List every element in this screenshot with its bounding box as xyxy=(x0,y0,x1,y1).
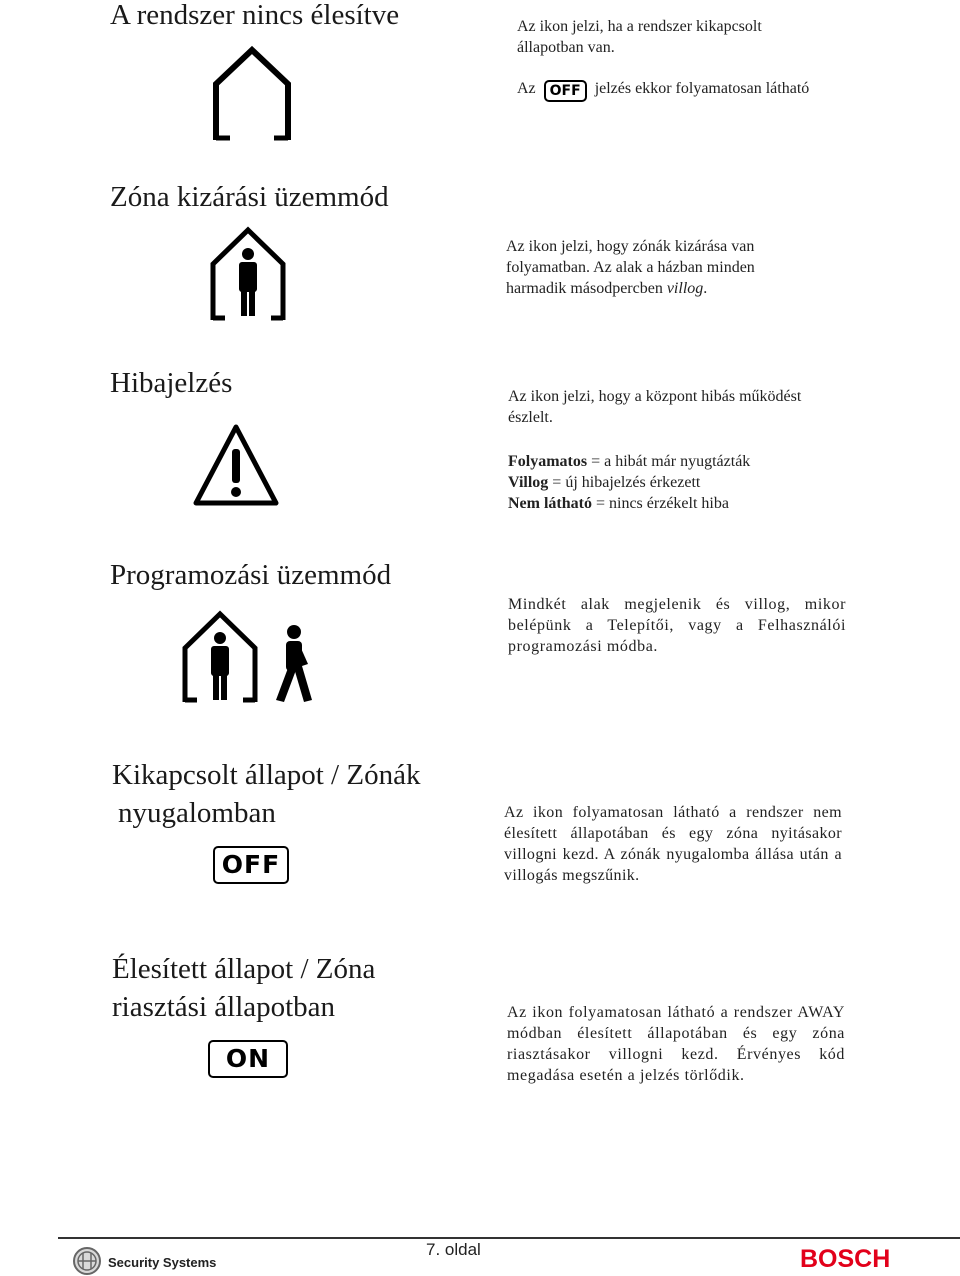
page-number: 7. oldal xyxy=(426,1240,481,1259)
section-title-on-line2: riasztási állapotban xyxy=(112,991,336,1023)
person-in-house-icon xyxy=(208,224,288,324)
walking-person-icon xyxy=(272,624,318,704)
bosch-armature-icon xyxy=(72,1246,102,1276)
on-state-description: Az ikon folyamatosan látható a rendszer AWAY módban élesített állapotában és egy zóna riasztásakor villogni kezd. Érvényes kód megadása esetén a jelzés törlődik. xyxy=(507,1004,845,1084)
off-badge: OFF xyxy=(213,846,289,884)
warning-icon xyxy=(192,422,280,508)
footer-divider xyxy=(58,1237,960,1239)
section-title-disarmed: A rendszer nincs élesítve xyxy=(110,0,400,31)
fault-state-hidden: Nem látható = nincs érzékelt hiba xyxy=(508,495,729,512)
on-badge: ON xyxy=(208,1040,288,1078)
section-title-programming: Programozási üzemmód xyxy=(110,559,392,591)
house-icon xyxy=(210,44,294,144)
disarmed-off-note: Az OFF jelzés ekkor folyamatosan látható xyxy=(517,78,809,102)
off-state-description: Az ikon folyamatosan látható a rendszer nem élesített állapotában és egy zóna nyitásakor villogni kezd. A zónák nyugalomba állása után a villogás megszűnik. xyxy=(504,804,842,884)
section-title-bypass: Zóna kizárási üzemmód xyxy=(110,181,389,213)
section-title-on-line1: Élesített állapot / Zóna xyxy=(112,953,376,985)
fault-state-steady: Folyamatos = a hibát már nyugtázták xyxy=(508,453,751,470)
disarmed-description: Az ikon jelzi, ha a rendszer kikapcsolt állapotban van. xyxy=(517,18,762,56)
off-badge-small: OFF xyxy=(544,80,587,102)
section-title-off-line1: Kikapcsolt állapot / Zónák xyxy=(112,759,421,791)
fault-state-blinking: Villog = új hibajelzés érkezett xyxy=(508,474,701,491)
bypass-description: Az ikon jelzi, hogy zónák kizárása van folyamatban. Az alak a házban minden harmadik másodpercben villog. xyxy=(506,238,755,297)
fault-states xyxy=(508,451,868,514)
programming-description: Mindkét alak megjelenik és villog, mikor belépünk a Telepítői, vagy a Felhasználói programozási módba. xyxy=(508,596,846,655)
section-title-fault: Hibajelzés xyxy=(110,367,233,399)
footer-company: Security Systems xyxy=(108,1255,217,1270)
person-in-house-icon xyxy=(180,608,260,706)
bosch-logo: BOSCH xyxy=(800,1245,891,1273)
fault-description: Az ikon jelzi, hogy a központ hibás működést észlelt. xyxy=(508,388,802,426)
section-title-off-line2: nyugalomban xyxy=(118,797,276,829)
